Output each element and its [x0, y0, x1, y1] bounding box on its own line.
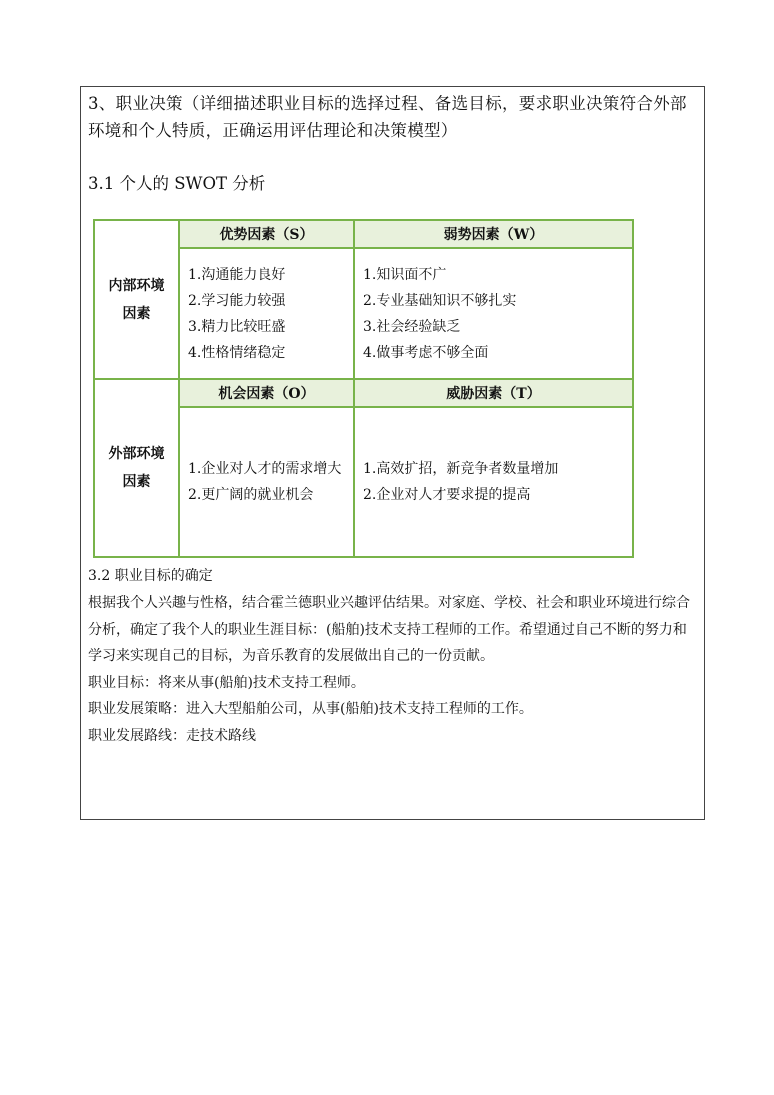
strength-item: 1.沟通能力良好 — [188, 266, 286, 283]
career-goal-paragraph: 根据我个人兴趣与性格，结合霍兰德职业兴趣评估结果。对家庭、学校、社会和职业环境进行综合分析，确定了我个人的职业生涯目标：(船舶)技术支持工程师的工作。希望通过自己不断的努力和学习来实现自己的目标，为音乐教育的发展做出自己的一份贡献。 — [88, 595, 690, 664]
opportunities-header: 机会因素（O） — [179, 379, 354, 407]
swot-table — [93, 219, 634, 558]
section-3-heading: 3、职业决策（详细描述职业目标的选择过程、备选目标，要求职业决策符合外部环境和个人特质，正确运用评估理论和决策模型） — [88, 94, 687, 140]
strength-item: 2.学习能力较强 — [188, 292, 286, 309]
strengths-cell — [179, 248, 354, 379]
threats-cell — [354, 407, 633, 557]
career-strategy-line: 职业发展策略：进入大型船舶公司，从事(船舶)技术支持工程师的工作。 — [88, 701, 533, 717]
weakness-item: 4.做事考虑不够全面 — [363, 344, 489, 361]
swot-subheading: 3.1 个人的 SWOT 分析 — [88, 174, 266, 193]
external-factors-label: 外部环境因素 — [94, 379, 179, 557]
career-route-line: 职业发展路线：走技术路线 — [88, 727, 256, 744]
career-goal-line: 职业目标：将来从事(船舶)技术支持工程师。 — [88, 674, 365, 691]
opportunity-item: 2.更广阔的就业机会 — [188, 487, 314, 503]
threat-item: 2.企业对人才要求提的提高 — [363, 487, 531, 503]
career-goal-section — [88, 566, 700, 749]
strengths-header: 优势因素（S） — [179, 220, 354, 248]
strength-item: 3.精力比较旺盛 — [188, 318, 286, 335]
weaknesses-header: 弱势因素（W） — [354, 220, 633, 248]
internal-factors-label: 内部环境因素 — [94, 220, 179, 379]
threat-item: 1.高效扩招，新竞争者数量增加 — [363, 461, 559, 477]
weakness-item: 1.知识面不广 — [363, 266, 447, 283]
weakness-item: 3.社会经验缺乏 — [363, 318, 461, 335]
career-goal-subheading: 3.2 职业目标的确定 — [88, 568, 213, 584]
opportunity-item: 1.企业对人才的需求增大 — [188, 461, 342, 477]
weakness-item: 2.专业基础知识不够扎实 — [363, 292, 517, 309]
weaknesses-cell — [354, 248, 633, 379]
strength-item: 4.性格情绪稳定 — [188, 344, 286, 361]
opportunities-cell — [179, 407, 354, 557]
threats-header: 威胁因素（T） — [354, 379, 633, 407]
